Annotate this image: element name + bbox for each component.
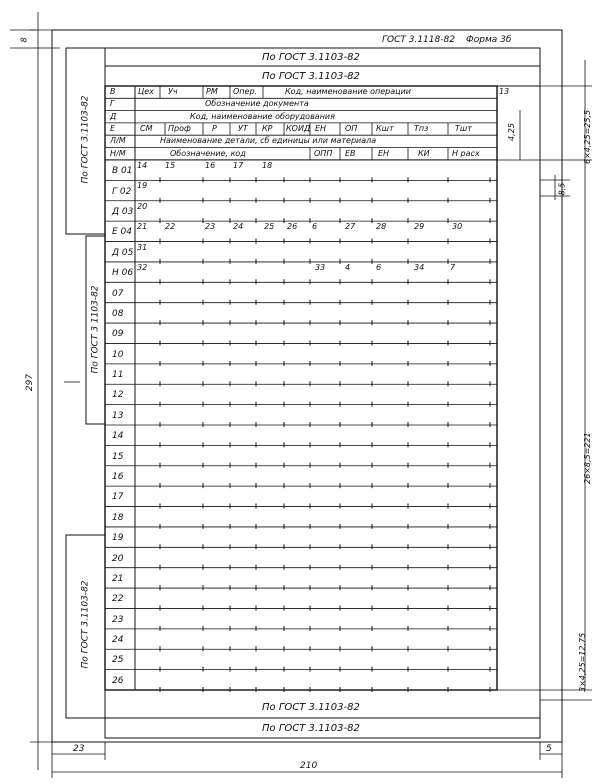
service-cell: КИ (418, 148, 430, 158)
top-gost-ref-1: По ГОСТ 3.1103-82 (262, 52, 360, 63)
service-cell: ЕВ (345, 148, 356, 158)
cell-number: 16 (205, 161, 216, 170)
cell-number: 15 (165, 161, 176, 170)
top-gost-ref-2: По ГОСТ 3.1103-82 (262, 71, 360, 82)
row-label: Д 05 (112, 247, 134, 258)
cell-number: 7 (450, 262, 456, 272)
cell-number: 30 (452, 222, 463, 232)
cell-number: 26 (287, 222, 298, 232)
service-cell: СМ (140, 123, 153, 133)
service-cell: Уч (168, 87, 178, 96)
row-label: 22 (112, 594, 124, 605)
row-label: 25 (112, 655, 124, 666)
service-cell: Наименование детали, сб единицы или материала (160, 136, 377, 146)
row-label: Н 06 (112, 268, 134, 279)
service-cell: Тпз (414, 123, 429, 133)
cell-number: 19 (137, 181, 148, 191)
cell-number: 33 (315, 262, 326, 272)
service-cell: КОИД (286, 123, 311, 133)
service-cell: Проф (168, 123, 191, 133)
dim-23: 23 (73, 744, 85, 754)
cell-number: 18 (262, 161, 273, 170)
service-cell: Обозначение, код (170, 148, 246, 158)
cell-number: 34 (414, 262, 425, 272)
cell-number: 22 (165, 222, 176, 232)
service-cell: ЕН (315, 123, 327, 133)
cell-number: 32 (137, 262, 148, 272)
service-cell: Н расх (452, 148, 480, 158)
service-cell: ОП (345, 123, 358, 133)
service-row-code: Е (110, 123, 116, 133)
service-cell: Код, наименование оборудования (190, 111, 335, 121)
service-cell: Кшт (376, 123, 394, 133)
side-label-mid: По ГОСТ 3 1103-82 (90, 285, 101, 374)
service-cell: Цех (138, 87, 154, 96)
service-cell: РМ (206, 87, 218, 96)
cell-number: 4 (345, 262, 351, 272)
cell-number: 23 (205, 222, 216, 232)
cell-number: 6 (312, 222, 318, 232)
row-label: 23 (112, 614, 124, 625)
cell-number: 14 (137, 161, 148, 170)
row-label: В 01 (112, 166, 133, 177)
cell-number: 24 (233, 222, 244, 232)
row-label: 14 (112, 431, 124, 442)
dim-210: 210 (300, 761, 318, 771)
row-label: 20 (112, 553, 124, 564)
service-cell: Обозначение документа (205, 99, 309, 109)
row-label: 15 (112, 451, 124, 462)
row-label: Г 02 (112, 186, 132, 197)
row-label: 19 (112, 533, 124, 544)
gost-form-number: ГОСТ 3.1118-82 (382, 35, 455, 45)
cell-number: 17 (233, 161, 244, 170)
service-row-code: В (110, 87, 116, 96)
dim-297: 297 (25, 373, 36, 392)
dim-mid-right: 26×8,5=221 (583, 432, 592, 484)
row-label: 18 (112, 512, 124, 523)
service-cell: ЕН (378, 148, 390, 158)
row-label: Д 03 (112, 206, 134, 217)
side-label-top: По ГОСТ 3.1103-82 (80, 95, 91, 184)
cell-number: 6 (376, 262, 382, 272)
dim-8: 8 (19, 37, 29, 43)
row-label: 09 (112, 329, 124, 340)
service-cell: УТ (238, 123, 248, 133)
row-label: 26 (112, 675, 124, 686)
row-label: 17 (112, 492, 124, 503)
service-cell: КР (262, 123, 273, 133)
main-table (105, 86, 497, 690)
row-label: 21 (112, 573, 124, 584)
row-label: Е 04 (112, 227, 132, 238)
row-label: 24 (112, 635, 124, 646)
service-cell: ОПП (314, 148, 333, 158)
row-label: 08 (112, 308, 124, 319)
cell-number: 29 (414, 222, 425, 232)
dim-8-5: 8,5 (557, 182, 567, 196)
dim-4-25: 4,25 (506, 123, 516, 141)
bottom-gost-ref-2: По ГОСТ 3.1103-82 (262, 723, 360, 734)
dim-top-right: 6×4,25=25,5 (583, 109, 592, 164)
service-row-code: Л/М (110, 136, 126, 146)
service-row-code: Н/М (110, 148, 126, 158)
cell-number: 25 (264, 222, 275, 232)
cell-number: 28 (376, 222, 387, 232)
service-row-code: Д (110, 111, 117, 121)
service-cell: Р (212, 123, 217, 133)
cell-number: 31 (137, 242, 148, 252)
service-cell: Код, наименование операции (285, 87, 411, 96)
row-label: 12 (112, 390, 124, 401)
cell-13-label: 13 (499, 87, 510, 96)
service-row-code: Г (110, 99, 115, 109)
forma-label: Форма 3б (466, 35, 512, 45)
cell-number: 27 (345, 222, 356, 232)
dim-5: 5 (546, 744, 552, 754)
bottom-gost-ref-1: По ГОСТ 3.1103-82 (262, 702, 360, 713)
service-cell: Опер. (233, 87, 258, 96)
row-label: 16 (112, 471, 124, 482)
cell-number: 20 (137, 201, 148, 211)
row-label: 13 (112, 410, 124, 421)
side-label-bottom: По ГОСТ 3.1103-82 (80, 580, 91, 669)
cell-number: 21 (137, 222, 148, 232)
dim-bot-right: 3×4,25=12,75 (578, 632, 587, 692)
row-label: 07 (112, 288, 124, 299)
row-label: 10 (112, 349, 124, 360)
service-cell: Тшт (455, 123, 472, 133)
row-label: 11 (112, 370, 124, 381)
